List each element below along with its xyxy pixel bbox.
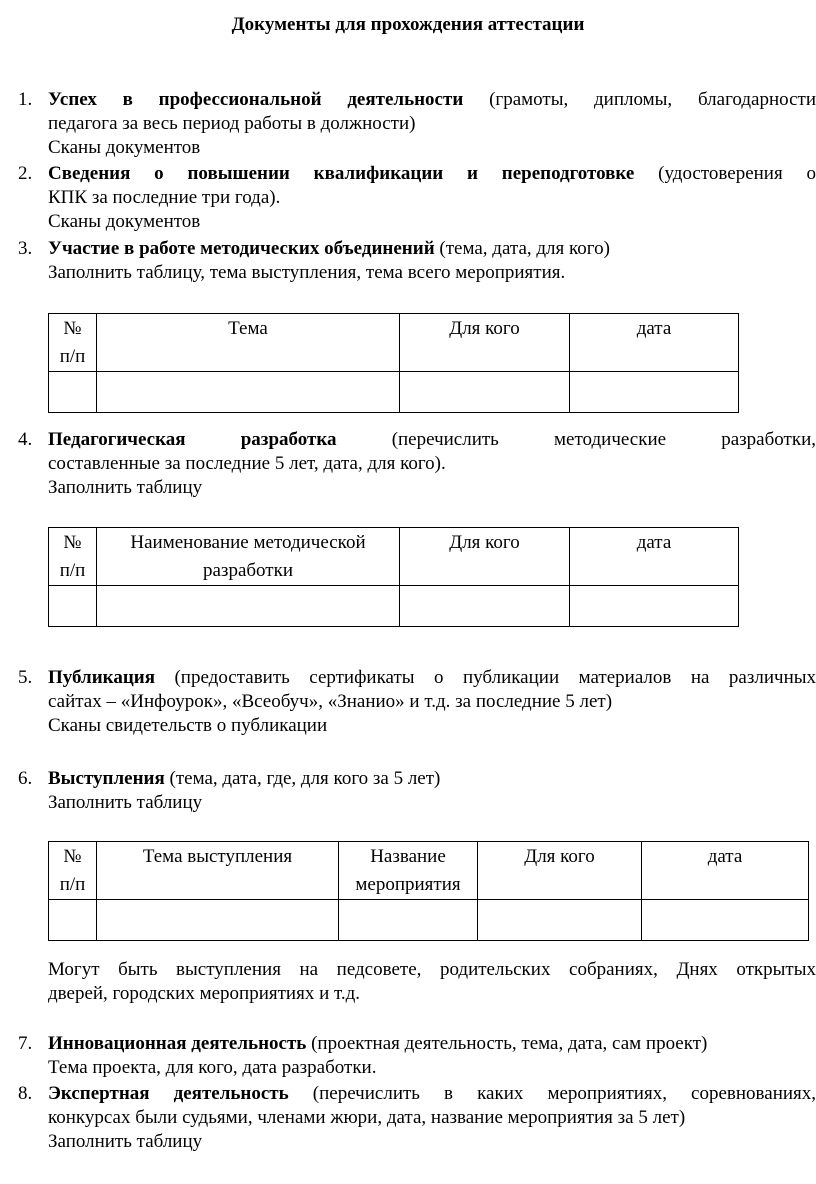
item-description: (тема, дата, для кого) xyxy=(439,238,610,259)
item-number: 8. xyxy=(18,1083,33,1104)
item-heading-line xyxy=(48,162,816,186)
note-line-2: дверей, городских мероприятиях и т.д. xyxy=(48,983,361,1004)
item-heading-line xyxy=(48,666,816,690)
header-cell-date: дата xyxy=(570,528,739,586)
table-cell xyxy=(339,900,478,941)
item-heading-line xyxy=(48,428,816,452)
item-number: 1. xyxy=(18,89,33,110)
table-header-row xyxy=(49,842,809,900)
table-cell xyxy=(400,372,570,413)
list-item-3 xyxy=(18,237,816,285)
table-cell xyxy=(49,586,97,627)
item-description-cont: сайтах – «Инфоурок», «Всеобуч», «Знанио» и т.д. за последние 5 лет) xyxy=(48,691,613,712)
table-cell xyxy=(642,900,809,941)
item-number: 7. xyxy=(18,1033,33,1054)
table-cell xyxy=(400,586,570,627)
item-description-cont: КПК за последние три года). xyxy=(48,187,281,208)
item-description-cont: составленные за последние 5 лет, дата, для кого). xyxy=(48,453,446,474)
item-number: 5. xyxy=(18,667,33,688)
item-number: 3. xyxy=(18,238,33,259)
list-item-5 xyxy=(18,666,816,738)
item-number: 4. xyxy=(18,429,33,450)
presentations-note xyxy=(18,958,816,1006)
table-cell xyxy=(49,372,97,413)
item-bold-title: Сведения о повышении квалификации и переподготовке xyxy=(48,163,635,184)
header-cell-audience: Для кого xyxy=(478,842,642,900)
table-header-row xyxy=(49,314,739,372)
item-bold-title: Участие в работе методических объединений xyxy=(48,238,435,259)
item-description: (тема, дата, где, для кого за 5 лет) xyxy=(169,768,441,789)
item-heading-line xyxy=(48,88,816,112)
note-line-1: Могут быть выступления на педсовете, родительских собраниях, Днях открытых xyxy=(48,959,816,980)
item-number: 6. xyxy=(18,768,33,789)
item-description: (предоставить сертификаты о публикации материалов на различных xyxy=(174,667,816,688)
table-cell xyxy=(97,900,339,941)
item-bold-title: Успех в профессиональной деятельности xyxy=(48,89,464,110)
item-description: (грамоты, дипломы, благодарности xyxy=(489,89,816,110)
item-note: Заполнить таблицу xyxy=(48,1131,203,1152)
list-item-1 xyxy=(18,88,816,160)
header-cell-date: дата xyxy=(642,842,809,900)
item-note: Заполнить таблицу xyxy=(48,792,203,813)
item-bold-title: Выступления xyxy=(48,768,165,789)
item-bold-title: Педагогическая разработка xyxy=(48,429,337,450)
header-cell-date: дата xyxy=(570,314,739,372)
item-note: Сканы документов xyxy=(48,137,201,158)
list-item-8 xyxy=(18,1082,816,1154)
table-cell xyxy=(478,900,642,941)
item-note: Сканы свидетельств о публикации xyxy=(48,715,328,736)
header-cell-event-name: Название мероприятия xyxy=(339,842,478,900)
item-note: Тема проекта, для кого, дата разработки. xyxy=(48,1057,377,1078)
table-methodical-developments xyxy=(48,527,739,627)
item-note: Заполнить таблицу, тема выступления, тема всего мероприятия. xyxy=(48,262,566,283)
item-bold-title: Экспертная деятельность xyxy=(48,1083,289,1104)
header-cell-audience: Для кого xyxy=(400,314,570,372)
table-row xyxy=(49,900,809,941)
page-title: Документы для прохождения аттестации xyxy=(231,14,585,35)
header-cell-topic: Тема xyxy=(97,314,400,372)
header-cell-development-name: Наименование методической разработки xyxy=(97,528,400,586)
table-cell xyxy=(49,900,97,941)
header-cell-presentation-topic: Тема выступления xyxy=(97,842,339,900)
item-bold-title: Инновационная деятельность xyxy=(48,1033,307,1054)
item-description: (перечислить в каких мероприятиях, соревнованиях, xyxy=(312,1083,816,1104)
item-heading-line xyxy=(48,767,816,791)
item-heading-line xyxy=(48,1032,816,1056)
list-item-7 xyxy=(18,1032,816,1080)
item-description: (удостоверения о xyxy=(658,163,816,184)
item-description: (проектная деятельность, тема, дата, сам проект) xyxy=(311,1033,708,1054)
item-description: (перечислить методические разработки, xyxy=(391,429,816,450)
table-cell xyxy=(570,372,739,413)
table-cell xyxy=(97,586,400,627)
item-note: Сканы документов xyxy=(48,211,201,232)
table-cell xyxy=(570,586,739,627)
item-note: Заполнить таблицу xyxy=(48,477,203,498)
list-item-4 xyxy=(18,428,816,500)
item-description-cont: конкурсах были судьями, членами жюри, дата, название мероприятия за 5 лет) xyxy=(48,1107,686,1128)
item-heading-line xyxy=(48,1082,816,1106)
table-header-row xyxy=(49,528,739,586)
header-cell-number: № п/п xyxy=(49,314,97,372)
header-cell-number: № п/п xyxy=(49,528,97,586)
table-row xyxy=(49,372,739,413)
table-presentations xyxy=(48,841,809,941)
header-cell-number: № п/п xyxy=(49,842,97,900)
table-row xyxy=(49,586,739,627)
item-description-cont: педагога за весь период работы в должности) xyxy=(48,113,416,134)
table-cell xyxy=(97,372,400,413)
list-item-6 xyxy=(18,767,816,815)
list-item-2 xyxy=(18,162,816,234)
item-number: 2. xyxy=(18,163,33,184)
table-methodical-associations xyxy=(48,313,739,413)
header-cell-audience: Для кого xyxy=(400,528,570,586)
item-bold-title: Публикация xyxy=(48,667,155,688)
item-heading-line xyxy=(48,237,816,261)
